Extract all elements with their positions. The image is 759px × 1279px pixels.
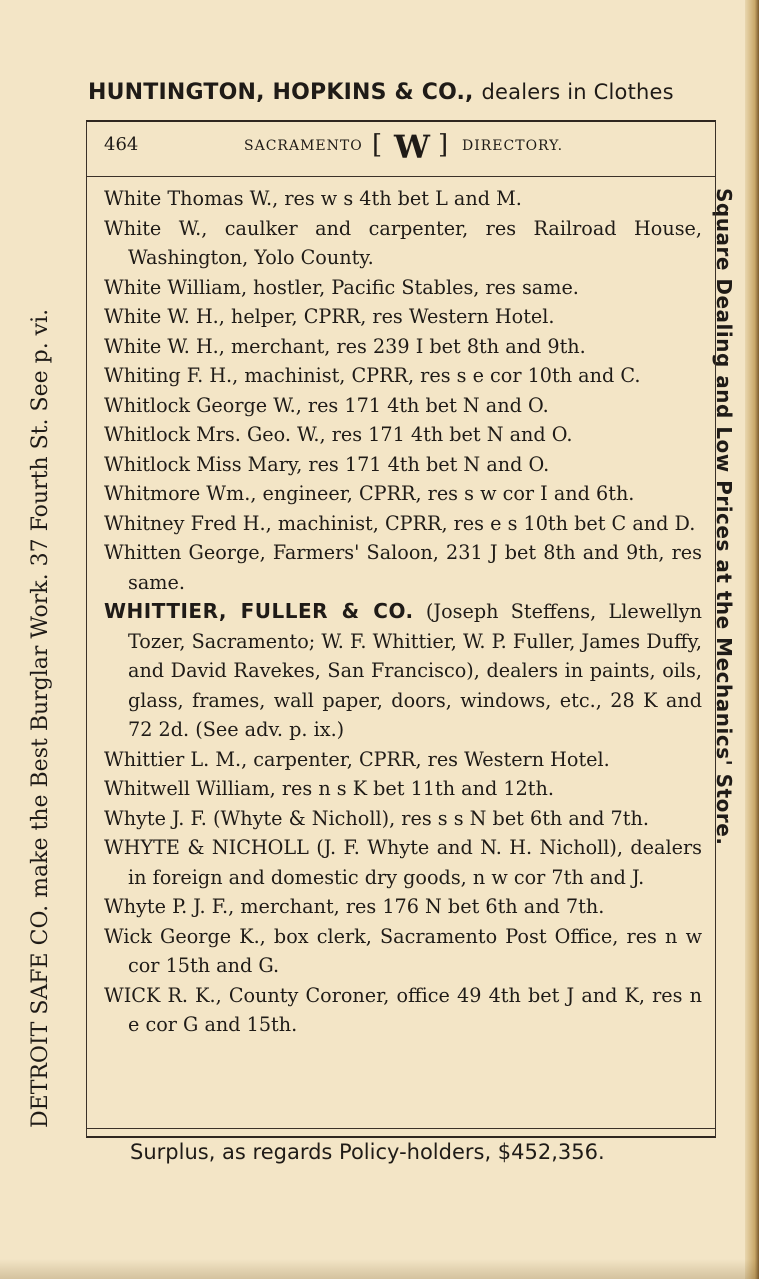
directory-entry: Whitlock George W., res 171 4th bet N and O.: [104, 393, 549, 417]
header-letter: W: [394, 128, 430, 166]
directory-entry: White W. H., merchant, res 239 I bet 8th and 9th.: [104, 334, 586, 358]
directory-entry: WHYTE & NICHOLL (J. F. Whyte and N. H. Nicholl), dealers in foreign and domestic dry goods, n w cor 7th and J.: [104, 836, 702, 889]
page-edge-bottom: [0, 1259, 759, 1279]
header-title: DIRECTORY.: [462, 138, 564, 154]
directory-entry: WICK R. K., County Coroner, office 49 4th bet J and K, res n e cor G and 15th.: [104, 983, 702, 1036]
directory-entry: Whyte P. J. F., merchant, res 176 N bet 6th and 7th.: [104, 895, 605, 918]
directory-entry: Wick George K., box clerk, Sacramento Post Office, res n w cor 15th and G.: [104, 924, 702, 977]
directory-entry: Whiting F. H., machinist, CPRR, res s e cor 10th and C.: [104, 364, 641, 387]
page-number: 464: [104, 134, 139, 155]
directory-entry: Whitten George, Farmers' Saloon, 231 J bet 8th and 9th, res same.: [104, 541, 702, 594]
header-bracket-close: ]: [438, 130, 449, 160]
header-city: SACRAMENTO: [244, 138, 363, 154]
directory-entry: Whyte J. F. (Whyte & Nicholl), res s s N bet 6th and 7th.: [104, 806, 649, 830]
page-header: [104, 128, 694, 168]
directory-entry: Whittier L. M., carpenter, CPRR, res Western Hotel.: [104, 747, 610, 771]
running-head-tail: dealers in Clothes: [481, 80, 674, 104]
directory-entry: White W. H., helper, CPRR, res Western Hotel.: [104, 305, 555, 328]
directory-entry: Whitlock Mrs. Geo. W., res 171 4th bet N and O.: [104, 423, 573, 446]
running-head-firm: HUNTINGTON, HOPKINS & CO.,: [88, 80, 474, 105]
directory-entries: [104, 184, 702, 1040]
firm-name: WHITTIER, FULLER & CO.: [104, 599, 414, 623]
footer-rule: [86, 1128, 716, 1129]
directory-entry: White Thomas W., res w s 4th bet L and M.: [104, 187, 522, 210]
running-head: [88, 80, 728, 105]
left-margin-advertisement: DETROIT SAFE CO. make the Best Burglar Work. 37 Fourth St. See p. vi.: [28, 308, 53, 1128]
directory-entry: White William, hostler, Pacific Stables, res same.: [104, 275, 579, 299]
directory-entry: White W., caulker and carpenter, res Railroad House, Washington, Yolo County.: [104, 216, 702, 269]
directory-entry: Whitlock Miss Mary, res 171 4th bet N and O.: [104, 452, 550, 476]
firm-details: (Joseph Steffens, Llewellyn Tozer, Sacramento; W. F. Whittier, W. P. Fuller, James Duffy, and David Ravekes, San Francisco), dealers in paints, oils, glass, frames, wall paper, doors, windows, etc., 28 K and 72 2d. (See adv. p. ix.): [128, 600, 702, 741]
header-rule: [86, 176, 716, 177]
page-edge: [745, 0, 759, 1279]
directory-entry: Whitney Fred H., machinist, CPRR, res e s 10th bet C and D.: [104, 511, 696, 535]
footer-advertisement: Surplus, as regards Policy-holders, $452,356.: [130, 1140, 605, 1164]
header-bracket-open: [: [372, 130, 383, 160]
right-margin-advertisement: Square Dealing and Low Prices at the Mechanics' Store.: [712, 188, 736, 846]
directory-entry-whittier-fuller: [104, 597, 702, 745]
directory-entry: Whitwell William, res n s K bet 11th and 12th.: [104, 777, 554, 800]
directory-entry: Whitmore Wm., engineer, CPRR, res s w cor I and 6th.: [104, 482, 635, 505]
